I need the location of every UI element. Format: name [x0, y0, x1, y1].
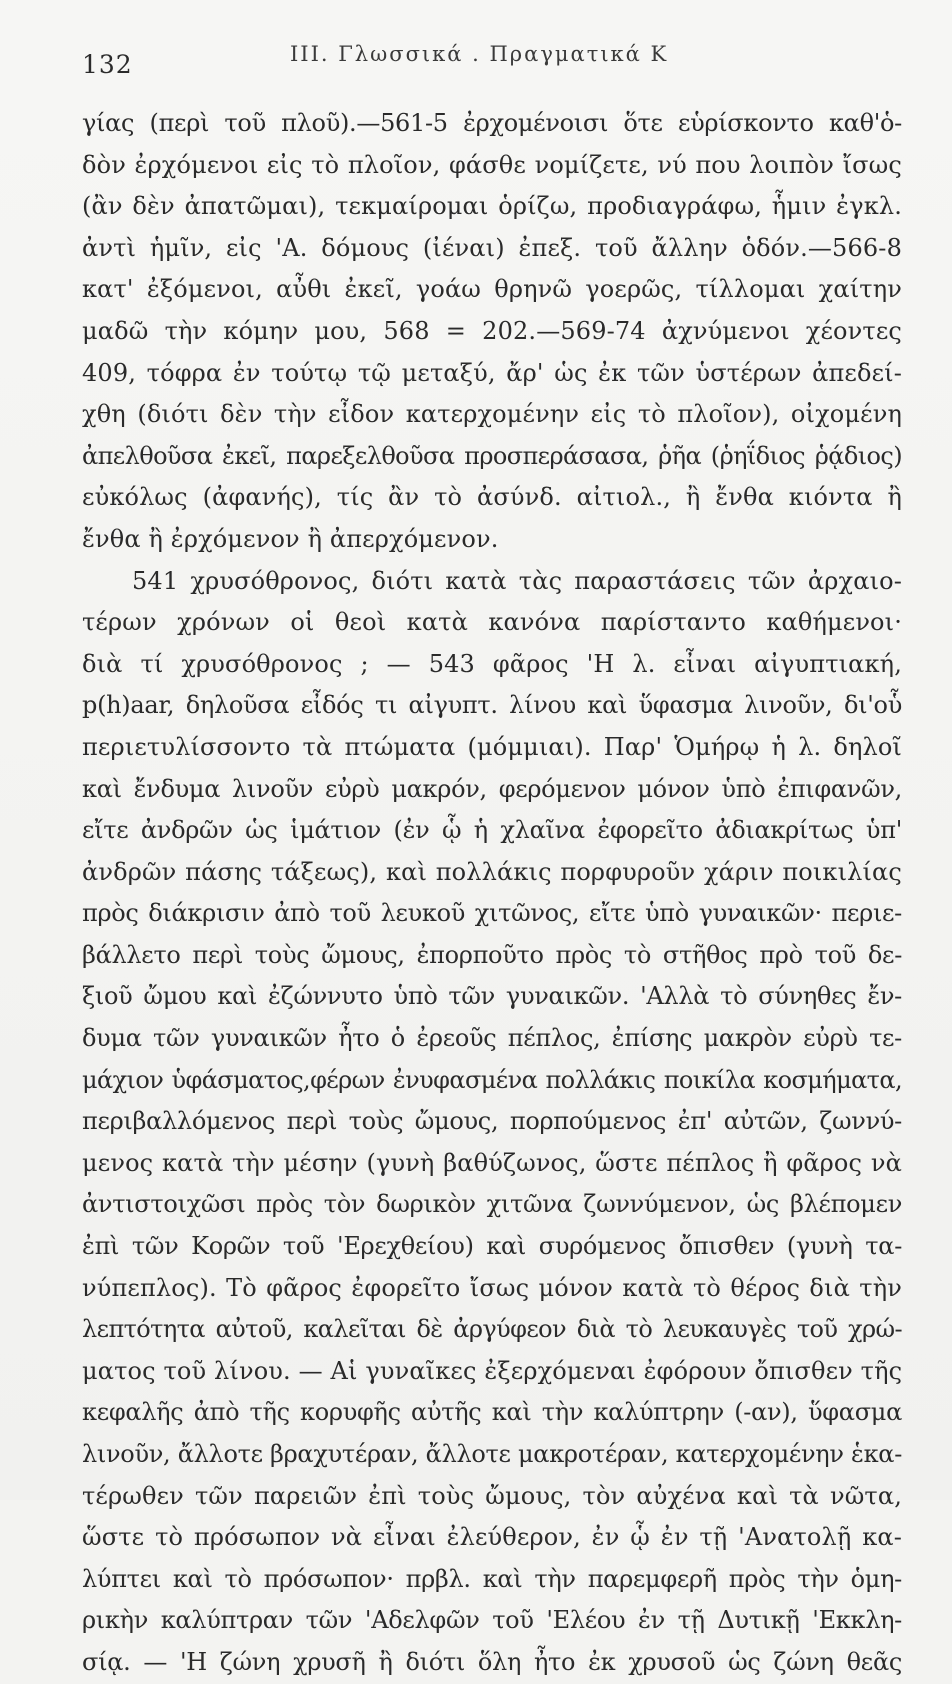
text-line: ὥστε τὸ πρόσωπον νὰ εἶναι ἐλεύθερον, ἐν ᾧ ἐν τῇ 'Ανατολῇ κα-	[82, 1523, 902, 1552]
text-line: μαδῶ τὴν κόμην μου, 568 = 202.—569-74 ἀχνύμενοι χέοντες	[82, 316, 902, 345]
text-line: ἀντὶ ἡμῖν, εἰς 'Α. δόμους (ἰέναι) ἐπεξ. τοῦ ἄλλην ὁδόν.—566-8	[82, 233, 902, 262]
text-line: κατ' ἐξόμενοι, αὖθι ἐκεῖ, γοάω θρηνῶ γοερῶς, τίλλομαι χαίτην	[82, 275, 902, 304]
text-line: κεφαλῆς ἀπὸ τῆς κορυφῆς αὐτῆς καὶ τὴν καλύπτρην (-αν), ὕφασμα	[82, 1398, 902, 1427]
text-line: ἀπελθοῦσα ἐκεῖ, παρεξελθοῦσα προσπεράσασα, ῥῆα (ῥηΐδιος ῥᾴδιος)	[82, 441, 902, 470]
text-line: χθη (διότι δὲν τὴν εἶδον κατερχομένην εἰς τὸ πλοῖον), οἰχομένη	[82, 400, 902, 429]
text-line: μάχιον ὑφάσματος,φέρων ἐνυφασμένα πολλάκις ποικίλα κοσμήματα,	[82, 1065, 902, 1094]
text-line: διὰ τί χρυσόθρονος ; — 543 φᾶρος 'Η λ. εἶναι αἰγυπτιακή,	[82, 649, 902, 678]
text-line: τέρων χρόνων οἱ θεοὶ κατὰ κανόνα παρίσταντο καθήμενοι·	[82, 608, 902, 637]
text-line: νύπεπλος). Τὸ φᾶρος ἐφορεῖτο ἴσως μόνον κατὰ τὸ θέρος διὰ τὴν	[82, 1273, 902, 1302]
text-line: 409, τόφρα ἐν τούτῳ τῷ μεταξύ, ἄρ' ὡς ἐκ τῶν ὑστέρων ἀπεδεί-	[82, 358, 902, 387]
text-line: ρικὴν καλύπτραν τῶν 'Αδελφῶν τοῦ 'Ελέου ἐν τῇ Δυτικῇ 'Εκκλη-	[82, 1606, 902, 1635]
text-line: περιβαλλόμενος περὶ τοὺς ὤμους, πορπούμενος ἐπ' αὐτῶν, ζωννύ-	[82, 1107, 902, 1136]
text-line: 541 χρυσόθρονος, διότι κατὰ τὰς παραστάσεις τῶν ἀρχαιο-	[132, 566, 902, 595]
text-line: ξιοῦ ὤμου καὶ ἐζώννυτο ὑπὸ τῶν γυναικῶν. 'Αλλὰ τὸ σύνηθες ἔν-	[82, 982, 902, 1011]
text-line: εἴτε ἀνδρῶν ὡς ἱμάτιον (ἐν ᾧ ἡ χλαῖνα ἐφορεῖτο ἀδιακρίτως ὑπ'	[82, 816, 902, 845]
text-line: τέρωθεν τῶν παρειῶν ἐπὶ τοὺς ὤμους, τὸν αὐχένα καὶ τὰ νῶτα,	[82, 1481, 902, 1510]
text-line: λινοῦν, ἄλλοτε βραχυτέραν, ἄλλοτε μακροτέραν, κατερχομένην ἑκα-	[82, 1440, 902, 1468]
text-line: δὸν ἐρχόμενοι εἰς τὸ πλοῖον, φάσθε νομίζετε, νύ που λοιπὸν ἴσως	[82, 150, 902, 179]
text-line: δυμα τῶν γυναικῶν ἦτο ὁ ἐρεοῦς πέπλος, ἐπίσης μακρὸν εὐρὺ τε-	[82, 1024, 902, 1053]
running-head: III. Γλωσσικά . Πραγματικά Κ	[290, 42, 669, 66]
text-line: καὶ ἔνδυμα λινοῦν εὐρὺ μακρόν, φερόμενον μόνον ὑπὸ ἐπιφανῶν,	[82, 774, 902, 803]
text-line: ἀνδρῶν πάσης τάξεως), καὶ πολλάκις πορφυροῦν χάριν ποικιλίας	[82, 857, 902, 886]
text-line: μενος κατὰ τὴν μέσην (γυνὴ βαθύζωνος, ὥστε πέπλος ἢ φᾶρος νὰ	[82, 1148, 902, 1177]
text-line: p(h)aar, δηλοῦσα εἶδός τι αἰγυπτ. λίνου καὶ ὕφασμα λινοῦν, δι'οὗ	[82, 691, 902, 720]
text-line: βάλλετο περὶ τοὺς ὤμους, ἐπορποῦτο πρὸς τὸ στῆθος πρὸ τοῦ δε-	[82, 940, 902, 969]
text-line: (ἂν δὲν ἀπατῶμαι), τεκμαίρομαι ὁρίζω, προδιαγράφω, ἧμιν ἐγκλ.	[82, 192, 902, 221]
text-line: ἔνθα ἢ ἐρχόμενον ἢ ἀπερχόμενον.	[82, 524, 499, 553]
text-line: πρὸς διάκρισιν ἀπὸ τοῦ λευκοῦ χιτῶνος, εἴτε ὑπὸ γυναικῶν· περιε-	[82, 899, 902, 928]
text-line: λεπτότητα αὐτοῦ, καλεῖται δὲ ἀργύφεον διὰ τὸ λευκαυγὲς τοῦ χρώ-	[82, 1315, 902, 1344]
text-line: εὐκόλως (ἀφανής), τίς ἂν τὸ ἀσύνδ. αἰτιολ., ἢ ἔνθα κιόντα ἢ	[82, 483, 902, 512]
text-line: σίᾳ. — 'Η ζώνη χρυσῆ ἢ διότι ὅλη ἦτο ἐκ χρυσοῦ ὡς ζώνη θεᾶς	[82, 1647, 902, 1676]
page-header	[82, 42, 902, 90]
text-line: ματος τοῦ λίνου. — Αἱ γυναῖκες ἐξερχόμεναι ἐφόρουν ὄπισθεν τῆς	[82, 1356, 903, 1385]
text-line: λύπτει καὶ τὸ πρόσωπον· πρβλ. καὶ τὴν παρεμφερῆ πρὸς τὴν ὁμη-	[82, 1564, 902, 1593]
text-line: γίας (περὶ τοῦ πλοῦ).—561-5 ἐρχομένοισι ὅτε εὑρίσκοντο καθ'ὁ-	[82, 109, 902, 137]
text-line: περιετυλίσσοντο τὰ πτώματα (μόμμιαι). Παρ' Ὁμήρῳ ἡ λ. δηλοῖ	[82, 732, 902, 761]
page-number: 132	[82, 50, 133, 79]
text-line: ἀντιστοιχῶσι πρὸς τὸν δωρικὸν χιτῶνα ζωννύμενον, ὡς βλέπομεν	[82, 1190, 902, 1219]
text-line: ἐπὶ τῶν Κορῶν τοῦ 'Ερεχθείου) καὶ συρόμενος ὄπισθεν (γυνὴ τα-	[82, 1232, 902, 1261]
body-text	[82, 103, 902, 1684]
